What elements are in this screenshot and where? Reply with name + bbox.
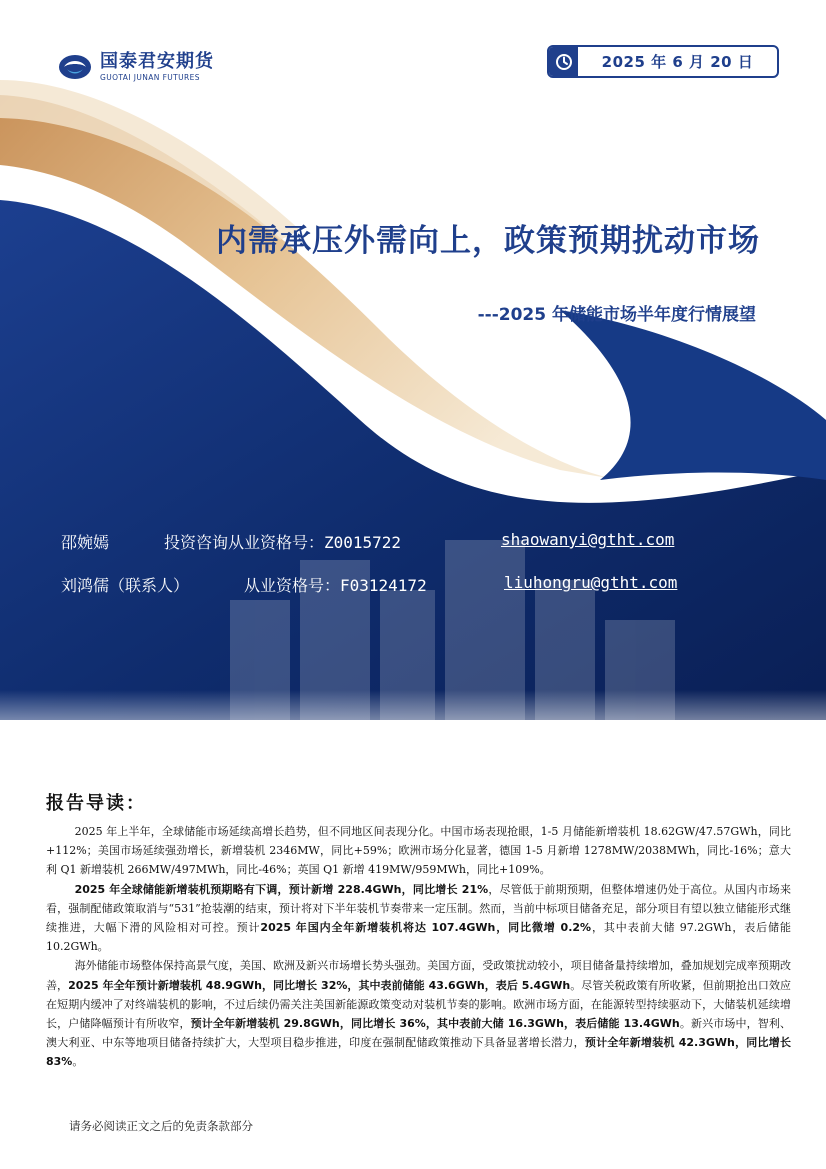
- author-qualification: 投资咨询从业资格号：Z0015722: [164, 533, 402, 552]
- author-email-link[interactable]: shaowanyi@gtht.com: [501, 530, 675, 549]
- author-name: 刘鸿儒（联系人）: [61, 576, 190, 595]
- highlight-text: 2025 年全年预计新增装机 48.9GWh，同比增长 32%，其中表前储能 43.6GWh，表后 5.4GWh: [68, 978, 571, 992]
- guide-paragraph: [46, 880, 791, 957]
- report-date: 2025 年 6 月 20 日: [601, 53, 754, 71]
- report-title: 内需承压外需向上，政策预期扰动市场: [216, 223, 760, 259]
- highlight-text: 预计全年新增装机 42.3GWh，同比增长 83%: [46, 1036, 791, 1069]
- report-guide-heading: 报告导读：: [46, 793, 146, 814]
- logo-chinese-name: 国泰君安期货: [100, 51, 214, 72]
- paragraph-text: 。: [72, 1055, 84, 1069]
- disclaimer-footer: 请务必阅读正文之后的免责条款部分: [69, 1119, 253, 1133]
- report-subtitle: ---2025 年储能市场半年度行情展望: [477, 305, 756, 325]
- paragraph-text: ，尽管低于前期预期，但整体增速仍处于高位。从国内市场来看，强制配储政策取消与“531”抢装潮的结束，预计将对下半年装机节奏带来一定压制。然而，当前中标项目储备充足，部分项目有望以独立储能形式继续推进，大幅下滑的风险相对可控。预计: [46, 882, 791, 935]
- guide-paragraph: [46, 956, 791, 1071]
- date-badge: [547, 45, 779, 78]
- clock-icon: [549, 47, 578, 76]
- logo-english-name: GUOTAI JUNAN FUTURES: [100, 73, 200, 82]
- highlight-text: 2025 年国内全年新增装机将达 107.4GWh，同比微增 0.2%: [260, 921, 592, 935]
- highlight-text: 预计全年新增装机 29.8GWh，同比增长 36%，其中表前大储 16.3GWh，表后储能 13.4GWh: [190, 1017, 680, 1031]
- guide-paragraph: 2025 年上半年，全球储能市场延续高增长趋势，但不同地区间表现分化。中国市场表现抢眼，1-5 月储能新增装机 18.62GW/47.57GWh，同比+112%；美国市场延续强劲增长，新增装机 2346MW，同比+59%；欧洲市场分化显著，德国 1-5 月新增 1278MW/2038MWh，同比-16%；意大利 Q1 新增装机 266MW/497MWh，同比-46%；英国 Q1 新增 419MW/959MWh，同比+109%。: [46, 825, 791, 877]
- report-guide-body: [46, 822, 791, 1072]
- paragraph-text: 。新兴市场中，智利、澳大利亚、中东等地项目储备持续扩大，大型项目稳步推进，印度在强制配储政策推动下具备显著增长潜力，: [46, 1017, 792, 1050]
- paragraph-text: 。尽管关税政策有所收紧，但前期抢出口效应在短期内缓冲了对终端装机的影响，不过后续仍需关注美国新能源政策变动对装机节奏的影响。欧洲市场方面，在能源转型持续驱动下，大储装机延续增长，户储降幅预计有所收窄，: [46, 978, 792, 1031]
- author-name: 邵婉嫣: [61, 533, 110, 552]
- paragraph-text: 海外储能市场整体保持高景气度，美国、欧洲及新兴市场增长势头强劲。美国方面，受政策扰动较小，项目储备量持续增加，叠加规划完成率预期改善，: [46, 959, 791, 992]
- company-logo: [58, 53, 214, 82]
- author-email-link[interactable]: liuhongru@gtht.com: [504, 573, 678, 592]
- paragraph-text: ，其中表前大储 97.2GWh，表后储能 10.2GWh。: [46, 921, 791, 954]
- author-qualification: 从业资格号：F03124172: [244, 576, 427, 595]
- highlight-text: 2025 年全球储能新增装机预期略有下调，预计新增 228.4GWh，同比增长 21%: [74, 882, 489, 896]
- logo-mark-icon: [58, 53, 92, 81]
